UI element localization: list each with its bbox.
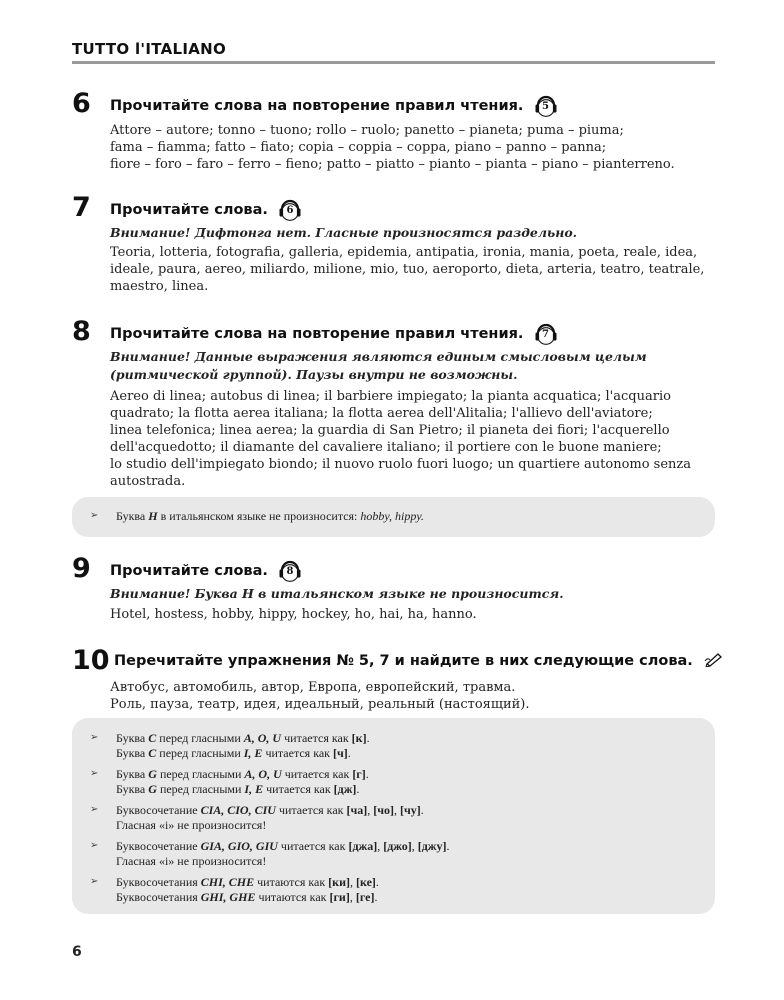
- rule-note: Гласная «i» не произносится!: [116, 854, 267, 868]
- exercise-note: [110, 348, 647, 384]
- text-line: Роль, пауза, театр, идея, идеальный, реальный (настоящий).: [110, 697, 530, 712]
- exercise-title-text: Прочитайте слова на повторение правил чтения.: [110, 98, 524, 114]
- exercise-title: [110, 322, 557, 346]
- audio-track-icon[interactable]: [535, 94, 557, 118]
- exercise-title: [110, 94, 557, 118]
- text-line: maestro, linea.: [110, 279, 209, 294]
- book-title: TUTTO l'ITALIANO: [72, 40, 227, 58]
- exercise-text: [110, 606, 715, 623]
- text-line: quadrato; la flotta aerea italiana; la flotta aerea dell'Alitalia; l'allievo dell'aviatore;: [110, 406, 653, 421]
- rule-line: Буквосочетание GIA, GIO, GIU читается как [джа], [джо], [джу].: [116, 839, 450, 853]
- exercise-title-text: Прочитайте слова на повторение правил чтения.: [110, 326, 524, 342]
- exercise-text: [110, 388, 715, 490]
- text-line: fiore – foro – faro – ferro – fieno; patto – piatto – pianto – pianta – piano – pianterreno.: [110, 157, 675, 172]
- exercise-note: Внимание! Дифтонга нет. Гласные произносятся раздельно.: [110, 225, 578, 240]
- audio-track-number: 8: [286, 566, 294, 577]
- text-line: autostrada.: [110, 474, 186, 489]
- header-rule: [72, 61, 715, 64]
- text-line: ideale, paura, aereo, miliardo, milione, mio, tuo, aeroporto, dieta, arteria, teatro, teatrale,: [110, 262, 705, 277]
- rule-item-gia: [116, 839, 449, 869]
- audio-track-icon[interactable]: [279, 559, 301, 583]
- bullet-icon: ➢: [90, 768, 99, 779]
- exercise-title: [110, 559, 301, 583]
- exercise-text: [110, 679, 715, 713]
- exercise-text: [110, 122, 715, 173]
- exercise-title-text: Прочитайте слова.: [110, 202, 268, 218]
- audio-track-icon[interactable]: [279, 198, 301, 222]
- exercise-text: [110, 244, 715, 295]
- rule-line: Буква G перед гласными I, E читается как [дж].: [116, 782, 360, 796]
- exercise-number: 7: [72, 192, 91, 223]
- bullet-icon: ➢: [90, 804, 99, 815]
- text-line: fama – fiamma; fatto – fiato; copia – coppia – coppa, piano – panno – panna;: [110, 140, 607, 155]
- rule-item-c: [116, 731, 370, 761]
- rule-box-h: [72, 497, 715, 537]
- rule-line: Буква G перед гласными A, O, U читается как [г].: [116, 767, 369, 781]
- audio-track-number: 5: [542, 101, 549, 112]
- exercise-number: 6: [72, 88, 91, 119]
- exercise-title: [114, 651, 724, 671]
- rule-line: Буква C перед гласными A, O, U читается как [к].: [116, 731, 370, 745]
- exercise-number: 8: [72, 316, 91, 347]
- audio-track-icon[interactable]: [535, 322, 557, 346]
- page-number: 6: [72, 944, 82, 960]
- exercise-note: Внимание! Буква Н в итальянском языке не произносится.: [110, 586, 564, 601]
- text-line: linea telefonica; linea aerea; la guardia di San Pietro; il pianeta dei fiori; l'acquerello: [110, 423, 670, 438]
- text-line: Автобус, автомобиль, автор, Европа, европейский, травма.: [110, 680, 516, 695]
- rule-item-chi: [116, 875, 379, 905]
- exercise-number: 9: [72, 553, 91, 584]
- pen-icon: [704, 651, 724, 671]
- audio-track-number: 6: [286, 205, 294, 216]
- text-line: Hotel, hostess, hobby, hippy, hockey, ho, hai, ha, hanno.: [110, 607, 477, 622]
- rule-text: Буква H в итальянском языке не произносится: hobby, hippy.: [116, 509, 425, 523]
- rule-item-cia: [116, 803, 424, 833]
- note-line: Внимание! Данные выражения являются единым смысловым целым: [110, 349, 647, 364]
- text-line: Attore – autore; tonno – tuono; rollo – ruolo; panetto – pianeta; puma – piuma;: [110, 123, 624, 138]
- exercise-number: 10: [72, 645, 110, 676]
- note-line: (ритмической группой). Паузы внутри не возможны.: [110, 367, 518, 382]
- bullet-icon: ➢: [90, 510, 99, 521]
- text-line: dell'acquedotto; il diamante del cavaliere italiano; il portiere con le buone maniere;: [110, 440, 662, 455]
- rule-note: Гласная «i» не произносится!: [116, 818, 267, 832]
- rule-item-g: [116, 767, 369, 797]
- page-header: [72, 40, 715, 58]
- examples: hobby, hippy.: [360, 509, 425, 523]
- rule-line: Буквосочетания CHI, CHE читаются как [ки], [ке].: [116, 875, 379, 889]
- audio-track-number: 7: [542, 329, 549, 340]
- text-line: Teoria, lotteria, fotografia, galleria, epidemia, antipatia, ironia, mania, poeta, reale, idea,: [110, 245, 698, 260]
- bullet-icon: ➢: [90, 876, 99, 887]
- rule-line: Буквосочетание CIA, CIO, CIU читается как [ча], [чо], [чу].: [116, 803, 424, 817]
- exercise-title-text: Перечитайте упражнения № 5, 7 и найдите в них следующие слова.: [114, 653, 693, 669]
- text-line: lo studio dell'impiegato biondo; il nuovo ruolo fuori luogo; un quartiere autonomo senza: [110, 457, 692, 472]
- exercise-title-text: Прочитайте слова.: [110, 563, 268, 579]
- bullet-icon: ➢: [90, 732, 99, 743]
- rule-line: Буквосочетания GHI, GHE читаются как [ги], [ге].: [116, 890, 378, 904]
- rule-box-reading: [72, 718, 715, 914]
- rule-line: Буква C перед гласными I, E читается как [ч].: [116, 746, 351, 760]
- exercise-title: [110, 198, 301, 222]
- bullet-icon: ➢: [90, 840, 99, 851]
- text-line: Aereo di linea; autobus di linea; il barbiere impiegato; la pianta acquatica; l'acquario: [110, 389, 671, 404]
- letter-highlight: H: [148, 509, 158, 523]
